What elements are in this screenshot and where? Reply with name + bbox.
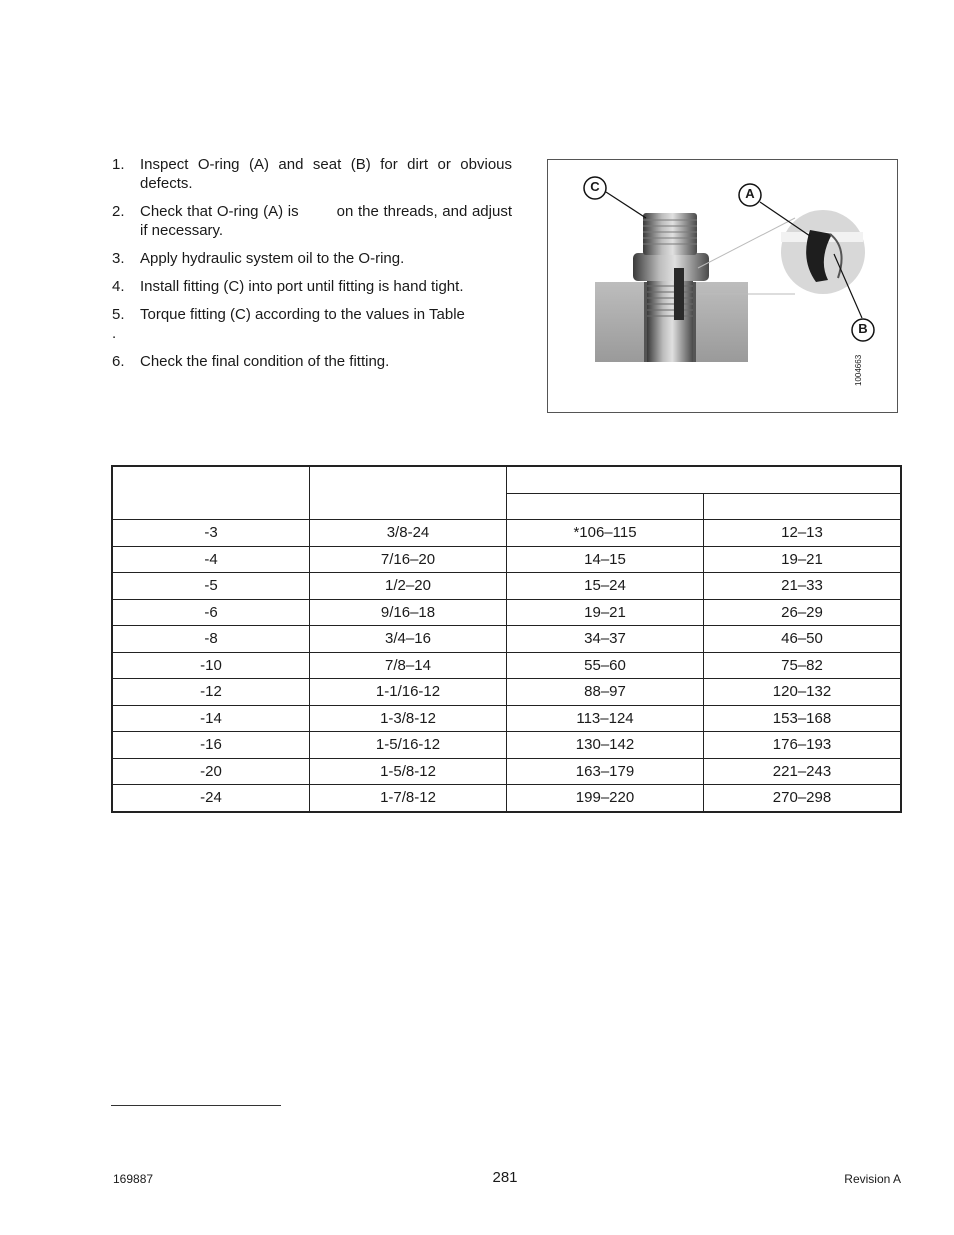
table-cell: -6	[112, 599, 310, 626]
table-cell: -12	[112, 679, 310, 706]
table-row	[112, 520, 901, 547]
callout-b: B	[858, 321, 868, 336]
table-cell: -10	[112, 652, 310, 679]
table-cell: 19–21	[704, 546, 902, 573]
table-cell: 19–21	[507, 599, 704, 626]
fitting-hex	[633, 253, 709, 281]
table-cell: 163–179	[507, 758, 704, 785]
table-cell: 26–29	[704, 599, 902, 626]
table-cell: 88–97	[507, 679, 704, 706]
table-cell: 270–298	[704, 785, 902, 812]
table-cell: 3/8-24	[310, 520, 507, 547]
fitting-illustration	[547, 159, 898, 413]
table-cell: 1-1/16-12	[310, 679, 507, 706]
table-row	[112, 573, 901, 600]
cutaway-slot	[674, 268, 684, 320]
step-text: Check the final condition of the fitting.	[140, 353, 390, 370]
step-3	[112, 249, 512, 268]
table-cell: *106–115	[507, 520, 704, 547]
table-row	[112, 599, 901, 626]
step-number: 1.	[112, 156, 125, 173]
callout-c: C	[590, 179, 600, 194]
footnote-divider	[111, 1105, 281, 1106]
table-cell: 7/16–20	[310, 546, 507, 573]
step-number: 3.	[112, 250, 125, 267]
step-trailing-period: .	[112, 325, 117, 342]
step-2	[112, 202, 512, 240]
table-cell: -4	[112, 546, 310, 573]
table-cell: -5	[112, 573, 310, 600]
table-cell: -14	[112, 705, 310, 732]
table-cell: 75–82	[704, 652, 902, 679]
table-cell: 199–220	[507, 785, 704, 812]
table-cell: 1-7/8-12	[310, 785, 507, 812]
table-cell: 113–124	[507, 705, 704, 732]
table-row	[112, 705, 901, 732]
table-cell: 15–24	[507, 573, 704, 600]
step-text: Torque fitting (C) according to the values in Table	[140, 306, 465, 323]
table-cell: 176–193	[704, 732, 902, 759]
step-text: Check that O-ring (A) is	[140, 203, 299, 220]
table-cell: 221–243	[704, 758, 902, 785]
step-text: Apply hydraulic system oil to the O-ring.	[140, 250, 405, 267]
table-header-cell	[507, 494, 704, 520]
fitting-drawing	[548, 160, 897, 412]
table-cell: -8	[112, 626, 310, 653]
doc-number: 169887	[113, 1172, 154, 1186]
step-number: 4.	[112, 278, 125, 295]
step-6	[112, 352, 512, 371]
step-5	[112, 305, 512, 343]
table-cell: 12–13	[704, 520, 902, 547]
callout-a: A	[745, 186, 755, 201]
step-text-continued: on the threads, and adjust if necessary.	[140, 203, 512, 239]
page-number: 281	[492, 1169, 518, 1186]
step-4	[112, 277, 512, 296]
table-cell: -3	[112, 520, 310, 547]
table-cell: 1-5/8-12	[310, 758, 507, 785]
table-cell: 1-5/16-12	[310, 732, 507, 759]
step-number: 5.	[112, 306, 125, 323]
step-number: 6.	[112, 353, 125, 370]
table-cell: 9/16–18	[310, 599, 507, 626]
revision-label: Revision A	[844, 1172, 901, 1186]
table-row	[112, 626, 901, 653]
table-row	[112, 785, 901, 812]
table-cell: 34–37	[507, 626, 704, 653]
table-row	[112, 652, 901, 679]
table-cell: 55–60	[507, 652, 704, 679]
torque-table	[111, 465, 902, 813]
table-cell: 7/8–14	[310, 652, 507, 679]
table-cell: -20	[112, 758, 310, 785]
fitting-stem	[647, 278, 693, 362]
table-header-cell	[310, 466, 507, 520]
step-text: Inspect O-ring (A) and seat (B) for dirt or obvious defects.	[140, 156, 512, 192]
table-cell: 1/2–20	[310, 573, 507, 600]
table-header-cell	[704, 494, 902, 520]
table-row	[112, 758, 901, 785]
table-cell: 14–15	[507, 546, 704, 573]
table-row	[112, 546, 901, 573]
step-text: Install fitting (C) into port until fitting is hand tight.	[140, 278, 464, 295]
table-cell: 21–33	[704, 573, 902, 600]
table-cell: 130–142	[507, 732, 704, 759]
table-row	[112, 679, 901, 706]
figure-id: 1004663	[854, 354, 863, 386]
table-cell: 1-3/8-12	[310, 705, 507, 732]
table-cell: 153–168	[704, 705, 902, 732]
table-cell: -16	[112, 732, 310, 759]
table-cell: 120–132	[704, 679, 902, 706]
step-number: 2.	[112, 203, 125, 220]
table-row	[112, 732, 901, 759]
table-header-cell	[112, 466, 310, 520]
procedure-steps	[112, 155, 512, 380]
fitting-top	[643, 213, 697, 255]
table-cell: 3/4–16	[310, 626, 507, 653]
table-cell: -24	[112, 785, 310, 812]
table-cell: 46–50	[704, 626, 902, 653]
step-1	[112, 155, 512, 193]
table-header-cell	[507, 466, 902, 494]
